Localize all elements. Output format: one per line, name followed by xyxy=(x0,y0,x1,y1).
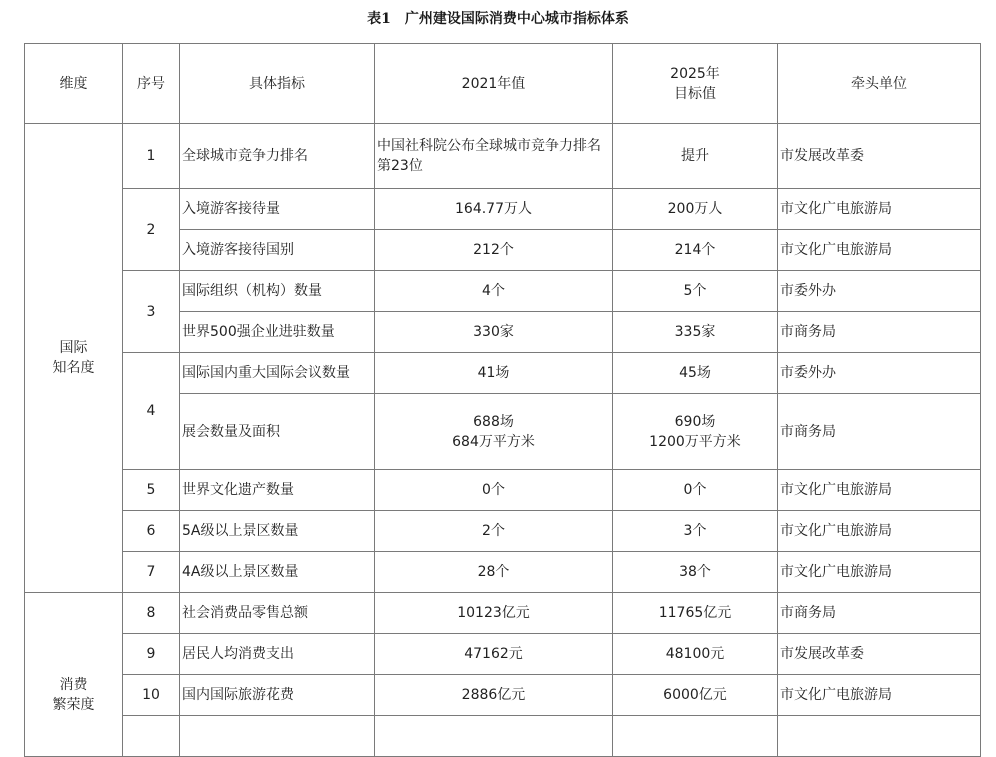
value-2021-cell: 47162元 xyxy=(375,634,613,675)
group-cell-consumption xyxy=(25,593,123,757)
table-row xyxy=(25,470,981,511)
serial-cell: 4 xyxy=(123,353,180,470)
serial-cell: 5 xyxy=(123,470,180,511)
lead-unit-cell: 市文化广电旅游局 xyxy=(778,552,981,593)
group-cell-international xyxy=(25,124,123,593)
header-serial: 序号 xyxy=(123,44,180,124)
serial-cell: 8 xyxy=(123,593,180,634)
value-2021-cell: 164.77万人 xyxy=(375,189,613,230)
serial-cell: 3 xyxy=(123,271,180,353)
table-row xyxy=(25,353,981,394)
value-2021-cell: 212个 xyxy=(375,230,613,271)
target-2025-cell: 5个 xyxy=(613,271,778,312)
target-2025-cell xyxy=(613,716,778,757)
indicator-cell: 国内国际旅游花费 xyxy=(180,675,375,716)
table-row xyxy=(25,511,981,552)
indicator-cell: 居民人均消费支出 xyxy=(180,634,375,675)
target-2025-cell xyxy=(613,394,778,470)
value-2021-cell: 330家 xyxy=(375,312,613,353)
target-2025-cell: 3个 xyxy=(613,511,778,552)
value-2021-count: 688场 xyxy=(473,413,514,430)
target-2025-cell: 335家 xyxy=(613,312,778,353)
value-2021-cell: 28个 xyxy=(375,552,613,593)
value-2021-cell: 10123亿元 xyxy=(375,593,613,634)
header-indicator: 具体指标 xyxy=(180,44,375,124)
serial-cell xyxy=(123,716,180,757)
target-2025-cell: 45场 xyxy=(613,353,778,394)
header-value-2021: 2021年值 xyxy=(375,44,613,124)
value-2021-cell xyxy=(375,394,613,470)
value-2021-area: 684万平方米 xyxy=(452,433,535,450)
header-row xyxy=(25,44,981,124)
indicator-cell: 入境游客接待国别 xyxy=(180,230,375,271)
lead-unit-cell xyxy=(778,716,981,757)
value-2021-cell: 2个 xyxy=(375,511,613,552)
value-2021-cell: 中国社科院公布全球城市竞争力排名第23位 xyxy=(375,124,613,189)
serial-cell: 7 xyxy=(123,552,180,593)
lead-unit-cell: 市发展改革委 xyxy=(778,124,981,189)
serial-cell: 6 xyxy=(123,511,180,552)
indicator-cell: 国际国内重大国际会议数量 xyxy=(180,353,375,394)
table-row xyxy=(25,189,981,230)
target-2025-cell: 214个 xyxy=(613,230,778,271)
target-2025-area: 1200万平方米 xyxy=(649,433,741,450)
indicator-cell: 展会数量及面积 xyxy=(180,394,375,470)
table-caption: 表1 广州建设国际消费中心城市指标体系 xyxy=(367,11,629,27)
indicator-cell xyxy=(180,716,375,757)
lead-unit-cell: 市商务局 xyxy=(778,312,981,353)
value-2021-cell: 41场 xyxy=(375,353,613,394)
header-target-2025-year: 2025年 xyxy=(670,65,720,82)
indicator-cell: 入境游客接待量 xyxy=(180,189,375,230)
serial-cell: 10 xyxy=(123,675,180,716)
target-2025-cell: 38个 xyxy=(613,552,778,593)
lead-unit-cell: 市委外办 xyxy=(778,271,981,312)
lead-unit-cell: 市文化广电旅游局 xyxy=(778,470,981,511)
target-2025-cell: 0个 xyxy=(613,470,778,511)
lead-unit-cell: 市文化广电旅游局 xyxy=(778,511,981,552)
target-2025-cell: 提升 xyxy=(613,124,778,189)
target-2025-cell: 200万人 xyxy=(613,189,778,230)
lead-unit-cell: 市委外办 xyxy=(778,353,981,394)
group-label-line1: 消费 xyxy=(59,676,88,693)
lead-unit-cell: 市文化广电旅游局 xyxy=(778,230,981,271)
indicator-cell: 4A级以上景区数量 xyxy=(180,552,375,593)
indicator-table xyxy=(24,43,981,757)
table-row xyxy=(25,634,981,675)
table-row xyxy=(25,124,981,189)
indicator-cell: 国际组织（机构）数量 xyxy=(180,271,375,312)
target-2025-cell: 11765亿元 xyxy=(613,593,778,634)
serial-cell: 1 xyxy=(123,124,180,189)
table-row xyxy=(25,593,981,634)
serial-cell: 2 xyxy=(123,189,180,271)
target-2025-cell: 48100元 xyxy=(613,634,778,675)
table-row xyxy=(25,271,981,312)
indicator-cell: 5A级以上景区数量 xyxy=(180,511,375,552)
value-2021-cell: 2886亿元 xyxy=(375,675,613,716)
group-label-line2: 知名度 xyxy=(52,360,95,376)
lead-unit-cell: 市文化广电旅游局 xyxy=(778,189,981,230)
table-row xyxy=(25,716,981,757)
indicator-cell: 全球城市竞争力排名 xyxy=(180,124,375,189)
target-2025-count: 690场 xyxy=(674,413,716,430)
indicator-cell: 社会消费品零售总额 xyxy=(180,593,375,634)
header-target-2025 xyxy=(613,44,778,124)
lead-unit-cell: 市商务局 xyxy=(778,593,981,634)
header-lead-unit: 牵头单位 xyxy=(778,44,981,124)
group-label-line2: 繁荣度 xyxy=(52,696,95,713)
value-2021-cell: 4个 xyxy=(375,271,613,312)
indicator-cell: 世界500强企业进驻数量 xyxy=(180,312,375,353)
lead-unit-cell: 市发展改革委 xyxy=(778,634,981,675)
table-row xyxy=(25,675,981,716)
value-2021-cell: 0个 xyxy=(375,470,613,511)
indicator-cell: 世界文化遗产数量 xyxy=(180,470,375,511)
target-2025-cell: 6000亿元 xyxy=(613,675,778,716)
lead-unit-cell: 市文化广电旅游局 xyxy=(778,675,981,716)
value-2021-cell xyxy=(375,716,613,757)
group-label-line1: 国际 xyxy=(59,340,88,356)
lead-unit-cell: 市商务局 xyxy=(778,394,981,470)
header-target-2025-label: 目标值 xyxy=(674,85,716,102)
table-row xyxy=(25,552,981,593)
serial-cell: 9 xyxy=(123,634,180,675)
header-dimension: 维度 xyxy=(25,44,123,124)
